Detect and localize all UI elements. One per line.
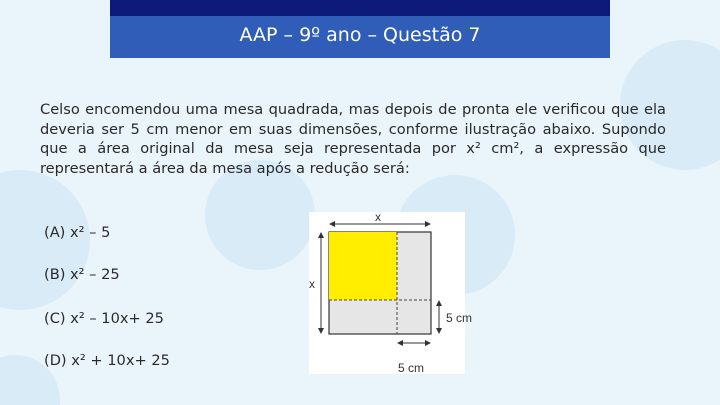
label-bottom-5cm: 5 cm bbox=[398, 361, 425, 375]
reduced-area bbox=[329, 232, 397, 300]
option-c: (C) x² – 10x+ 25 bbox=[44, 310, 164, 327]
option-b: (B) x² – 25 bbox=[44, 266, 120, 283]
option-d: (D) x² + 10x+ 25 bbox=[44, 352, 170, 369]
option-a: (A) x² – 5 bbox=[44, 224, 111, 241]
label-top-x: x bbox=[375, 212, 381, 224]
label-right-5cm: 5 cm bbox=[446, 311, 473, 325]
table-diagram-svg bbox=[309, 212, 465, 374]
slide-title: AAP – 9º ano – Questão 7 bbox=[239, 24, 481, 46]
question-text: Celso encomendou uma mesa quadrada, mas depois de pronta ele verificou que ela deveria ser 5 cm menor em suas dimensões, conforme ilustração abaixo. Supondo que a área original da mesa seja representada por x² cm², a expressão que representará a área da mesa após a redução será: bbox=[40, 101, 666, 177]
table-diagram bbox=[309, 212, 465, 374]
label-left-x: x bbox=[309, 277, 315, 291]
